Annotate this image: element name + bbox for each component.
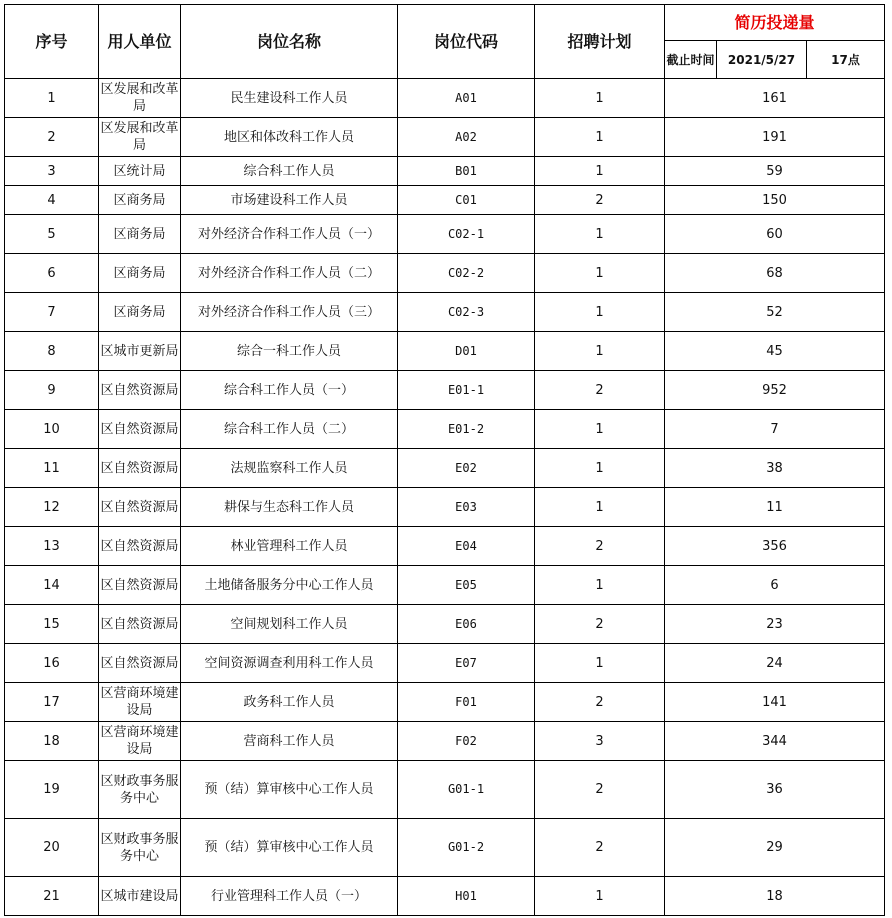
row-unit: 区财政事务服务中心 [99,819,181,877]
row-resume-count: 52 [665,293,885,332]
row-plan: 1 [535,449,665,488]
row-resume-count: 29 [665,819,885,877]
row-post-code: D01 [398,332,535,371]
row-plan: 1 [535,877,665,916]
row-seq: 12 [5,488,99,527]
table-row [5,215,885,254]
row-resume-count: 11 [665,488,885,527]
row-resume-count: 36 [665,761,885,819]
row-seq: 19 [5,761,99,819]
deadline-date: 2021/5/27 [717,41,807,79]
row-unit: 区发展和改革局 [99,79,181,118]
row-unit: 区自然资源局 [99,566,181,605]
row-resume-count: 24 [665,644,885,683]
row-seq: 1 [5,79,99,118]
row-unit: 区财政事务服务中心 [99,761,181,819]
header-plan: 招聘计划 [535,5,665,79]
row-plan: 2 [535,527,665,566]
row-unit: 区自然资源局 [99,410,181,449]
row-unit: 区商务局 [99,186,181,215]
table-row [5,644,885,683]
table-row [5,488,885,527]
row-resume-count: 161 [665,79,885,118]
row-post-code: F02 [398,722,535,761]
row-unit: 区营商环境建设局 [99,722,181,761]
row-plan: 1 [535,215,665,254]
table-row [5,118,885,157]
row-unit: 区自然资源局 [99,605,181,644]
recruitment-table [4,4,885,916]
row-seq: 8 [5,332,99,371]
row-post-code: H01 [398,877,535,916]
row-plan: 1 [535,488,665,527]
row-resume-count: 18 [665,877,885,916]
row-plan: 2 [535,605,665,644]
row-post-name: 空间资源调查利用科工作人员 [181,644,398,683]
row-unit: 区发展和改革局 [99,118,181,157]
row-seq: 2 [5,118,99,157]
row-resume-count: 356 [665,527,885,566]
row-resume-count: 344 [665,722,885,761]
header-seq: 序号 [5,5,99,79]
row-post-code: C02-1 [398,215,535,254]
row-seq: 18 [5,722,99,761]
row-unit: 区城市建设局 [99,877,181,916]
row-plan: 1 [535,410,665,449]
row-post-name: 对外经济合作科工作人员（二） [181,254,398,293]
row-unit: 区商务局 [99,254,181,293]
row-post-name: 预（结）算审核中心工作人员 [181,819,398,877]
table-body [5,79,885,916]
table-row [5,293,885,332]
row-post-name: 综合科工作人员（二） [181,410,398,449]
row-resume-count: 150 [665,186,885,215]
row-post-name: 预（结）算审核中心工作人员 [181,761,398,819]
row-seq: 10 [5,410,99,449]
row-seq: 15 [5,605,99,644]
table-row [5,566,885,605]
row-post-name: 耕保与生态科工作人员 [181,488,398,527]
row-post-name: 空间规划科工作人员 [181,605,398,644]
row-seq: 13 [5,527,99,566]
row-unit: 区商务局 [99,293,181,332]
row-resume-count: 141 [665,683,885,722]
table-row [5,332,885,371]
row-resume-count: 60 [665,215,885,254]
row-resume-count: 191 [665,118,885,157]
row-plan: 1 [535,254,665,293]
row-resume-count: 68 [665,254,885,293]
header-post-name: 岗位名称 [181,5,398,79]
row-plan: 1 [535,293,665,332]
row-seq: 6 [5,254,99,293]
row-plan: 2 [535,761,665,819]
table-row [5,527,885,566]
table-row [5,157,885,186]
row-plan: 1 [535,118,665,157]
row-unit: 区统计局 [99,157,181,186]
row-plan: 2 [535,683,665,722]
row-seq: 21 [5,877,99,916]
row-post-code: G01-2 [398,819,535,877]
row-post-name: 综合一科工作人员 [181,332,398,371]
table-row [5,877,885,916]
row-resume-count: 38 [665,449,885,488]
deadline-time: 17点 [807,41,885,79]
row-unit: 区自然资源局 [99,488,181,527]
row-resume-count: 952 [665,371,885,410]
row-post-code: E03 [398,488,535,527]
row-seq: 20 [5,819,99,877]
row-unit: 区自然资源局 [99,449,181,488]
table-row [5,605,885,644]
row-post-code: E07 [398,644,535,683]
row-post-name: 综合科工作人员 [181,157,398,186]
row-post-code: A02 [398,118,535,157]
row-resume-count: 45 [665,332,885,371]
table-row [5,819,885,877]
row-post-code: A01 [398,79,535,118]
table-row [5,761,885,819]
header-post-code: 岗位代码 [398,5,535,79]
row-unit: 区自然资源局 [99,644,181,683]
row-post-name: 政务科工作人员 [181,683,398,722]
row-seq: 16 [5,644,99,683]
row-plan: 1 [535,79,665,118]
row-seq: 11 [5,449,99,488]
table-row [5,722,885,761]
table-row [5,683,885,722]
row-post-code: C02-3 [398,293,535,332]
row-plan: 1 [535,332,665,371]
table-row [5,410,885,449]
row-post-name: 地区和体改科工作人员 [181,118,398,157]
row-seq: 5 [5,215,99,254]
row-plan: 2 [535,186,665,215]
row-resume-count: 23 [665,605,885,644]
row-unit: 区商务局 [99,215,181,254]
row-resume-count: 6 [665,566,885,605]
header-unit: 用人单位 [99,5,181,79]
row-post-code: E01-2 [398,410,535,449]
table-row [5,254,885,293]
row-unit: 区自然资源局 [99,527,181,566]
deadline-label: 截止时间 [665,41,717,79]
row-plan: 1 [535,157,665,186]
row-post-name: 对外经济合作科工作人员（一） [181,215,398,254]
row-plan: 1 [535,644,665,683]
row-post-code: C02-2 [398,254,535,293]
row-plan: 3 [535,722,665,761]
row-seq: 17 [5,683,99,722]
row-post-name: 林业管理科工作人员 [181,527,398,566]
row-unit: 区自然资源局 [99,371,181,410]
row-post-name: 民生建设科工作人员 [181,79,398,118]
row-post-code: E01-1 [398,371,535,410]
row-seq: 4 [5,186,99,215]
table-row [5,79,885,118]
row-post-code: E02 [398,449,535,488]
row-resume-count: 59 [665,157,885,186]
row-post-name: 综合科工作人员（一） [181,371,398,410]
table-row [5,186,885,215]
row-plan: 1 [535,566,665,605]
row-post-name: 市场建设科工作人员 [181,186,398,215]
row-unit: 区营商环境建设局 [99,683,181,722]
row-post-name: 营商科工作人员 [181,722,398,761]
row-post-code: F01 [398,683,535,722]
row-post-code: E04 [398,527,535,566]
row-post-name: 对外经济合作科工作人员（三） [181,293,398,332]
row-post-code: B01 [398,157,535,186]
row-post-code: C01 [398,186,535,215]
row-post-name: 行业管理科工作人员（一） [181,877,398,916]
header-resume-count: 简历投递量 [665,5,885,41]
row-plan: 2 [535,819,665,877]
row-seq: 3 [5,157,99,186]
row-post-code: E05 [398,566,535,605]
table-row [5,371,885,410]
row-plan: 2 [535,371,665,410]
row-post-name: 土地储备服务分中心工作人员 [181,566,398,605]
row-seq: 14 [5,566,99,605]
row-resume-count: 7 [665,410,885,449]
row-seq: 9 [5,371,99,410]
table-row [5,449,885,488]
row-post-name: 法规监察科工作人员 [181,449,398,488]
row-unit: 区城市更新局 [99,332,181,371]
row-post-code: G01-1 [398,761,535,819]
row-post-code: E06 [398,605,535,644]
row-seq: 7 [5,293,99,332]
